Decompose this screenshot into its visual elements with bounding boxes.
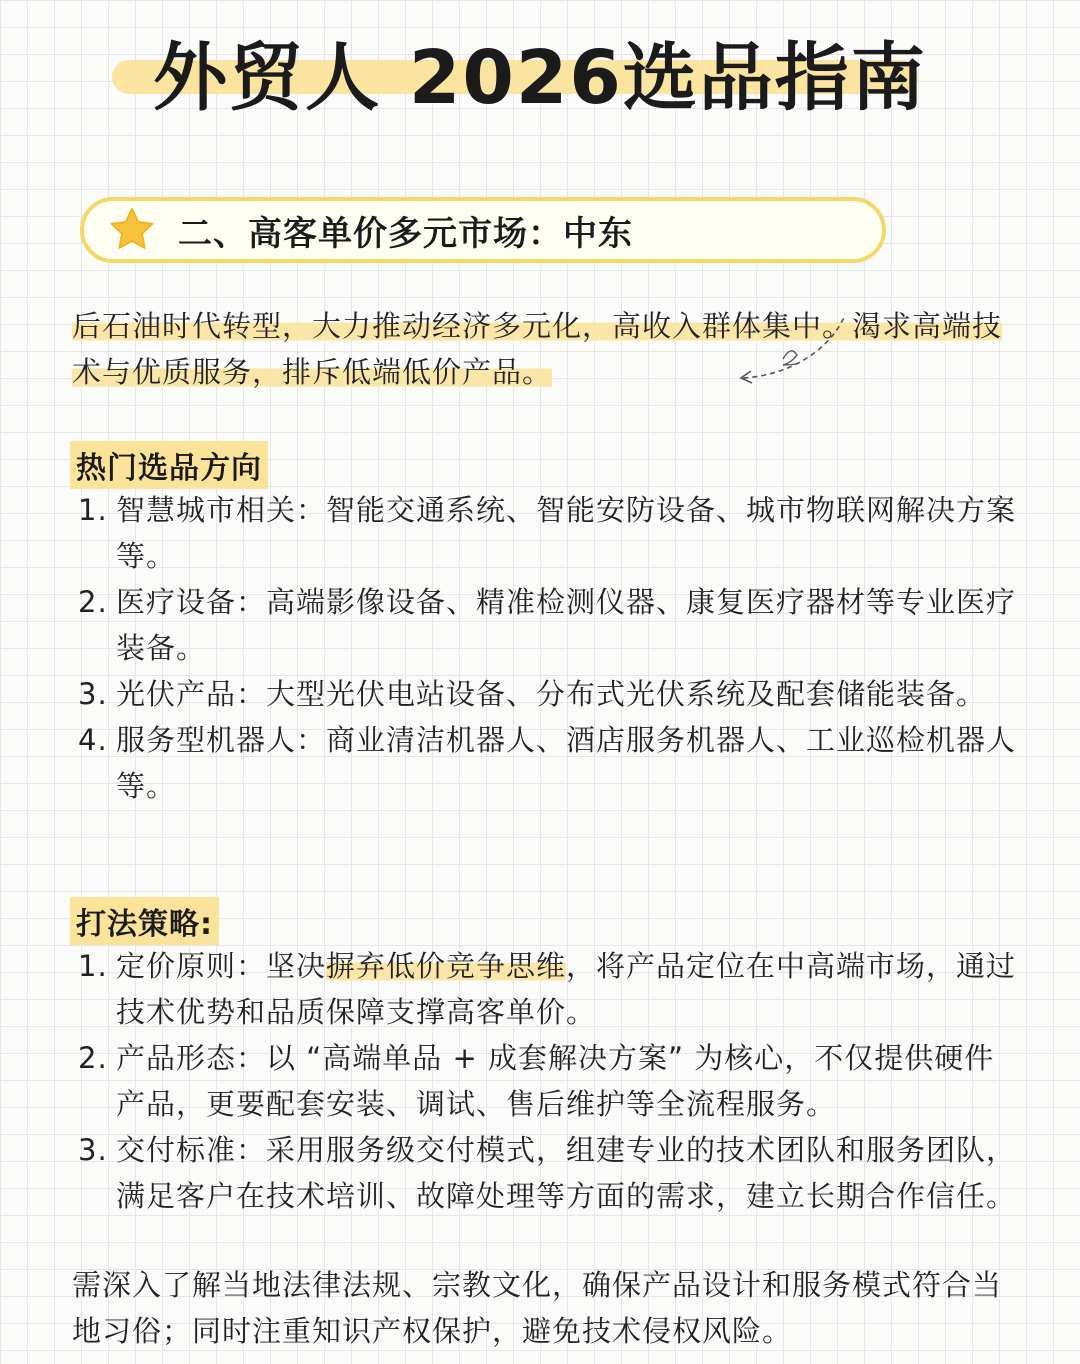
- hot-products-heading: 热门选品方向: [70, 441, 268, 489]
- star-icon: [106, 204, 158, 256]
- list-item: 3. 光伏产品：大型光伏电站设备、分布式光伏系统及配套储能装备。: [78, 677, 987, 711]
- strategy-list: [72, 943, 1017, 1219]
- intro-paragraph: [72, 303, 1017, 395]
- strategy-highlight: 摒弃低价竞争思维: [326, 949, 567, 983]
- closing-paragraph: 需深入了解当地法律法规、宗教文化，确保产品设计和服务模式符合当地习俗；同时注重知识产权保护，避免技术侵权风险。: [72, 1268, 1003, 1348]
- page-title: 外贸人 2026选品指南: [153, 35, 927, 121]
- list-item: 4. 服务型机器人：商业清洁机器人、酒店服务机器人、工业巡检机器人等。: [78, 723, 1017, 803]
- list-item: 3. 交付标准：采用服务级交付模式，组建专业的技术团队和服务团队，满足客户在技术培训、故障处理等方面的需求，建立长期合作信任。: [78, 1133, 1017, 1213]
- list-item: 2. 产品形态：以 “高端单品 + 成套解决方案” 为核心，不仅提供硬件产品，更要配套安装、调试、售后维护等全流程服务。: [78, 1041, 995, 1121]
- intro-highlight: 后石油时代转型，大力推动经济多元化，高收入群体集中。渴求高端技术与优质服务，排斥低端低价产品。: [72, 309, 1003, 389]
- list-item: 1. 智慧城市相关：智能交通系统、智能安防设备、城市物联网解决方案等。: [78, 493, 1017, 573]
- annotation-arrow-icon: [735, 305, 845, 385]
- list-item: 1. 定价原则：坚决摒弃低价竞争思维，将产品定位在中高端市场，通过技术优势和品质保障支撑高客单价。: [78, 949, 1017, 1029]
- list-item: 2. 医疗设备：高端影像设备、精准检测仪器、康复医疗器材等专业医疗装备。: [78, 585, 1017, 665]
- section-banner: [80, 197, 886, 263]
- section-title: 二、高客单价多元市场：中东: [178, 213, 633, 254]
- hot-products-list: [72, 487, 1017, 809]
- strategy-heading: 打法策略:: [70, 897, 219, 945]
